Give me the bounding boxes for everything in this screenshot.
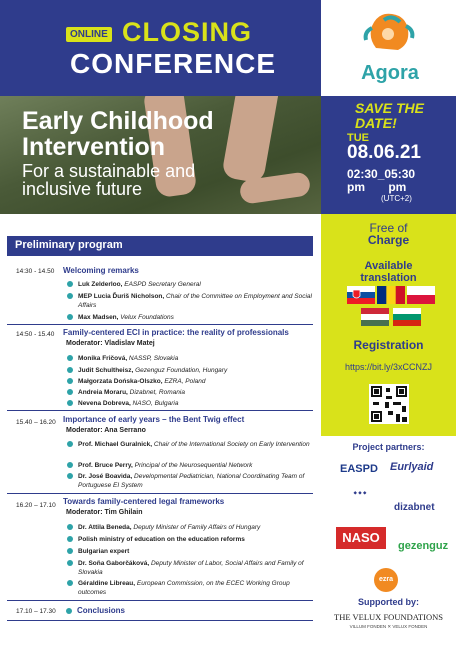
agora-logo [321, 0, 456, 96]
qr-code-icon[interactable] [369, 384, 409, 424]
program-header: Preliminary program [7, 236, 313, 256]
session-title: Towards family-centered legal frameworks [63, 497, 225, 506]
bullet-icon [66, 608, 72, 614]
bullet-icon [67, 367, 73, 373]
session-title: Conclusions [66, 606, 311, 616]
flag-bulgaria-icon [393, 308, 421, 326]
divider [7, 600, 313, 601]
hero-photo [0, 96, 321, 214]
bullet-icon [67, 293, 73, 299]
divider [7, 324, 313, 325]
list-item: Dr. Attila Beneda, Deputy Minister of Family Affairs of Hungary [67, 523, 312, 532]
flag-poland-icon [407, 286, 435, 304]
bullet-icon [67, 560, 73, 566]
session-title: Family-centered ECI in practice: the reality of professionals [63, 328, 289, 337]
partner-logo-eurlyaid: Eurlyaid [390, 461, 434, 473]
bullet-icon [67, 580, 73, 586]
session-moderator: Moderator: Tim Ghilain [66, 509, 143, 516]
list-item: Prof. Michael Guralnick, Chair of the International Society on Early Intervention [67, 440, 312, 449]
hero-subtitle: For a sustainable and inclusive future [22, 161, 196, 199]
list-item: MEP Lucia Ďuriš Nicholson, Chair of the Committee on Employment and Social Affairs [67, 292, 312, 310]
list-item: Judit Schultheisz, Gezenguz Foundation, Hungary [67, 366, 312, 375]
session-moderator: Moderator: Vladislav Matej [66, 340, 155, 347]
session-time: 14:50 - 15.40 [16, 331, 55, 338]
registration-label: Registration [353, 338, 424, 352]
flag-romania-icon [377, 286, 405, 304]
velux-foundations-logo: THE VELUX FOUNDATIONS [334, 612, 443, 622]
bullet-icon [67, 524, 73, 530]
list-item: Bulgarian expert [67, 547, 312, 556]
header-banner [0, 0, 321, 96]
bullet-icon [67, 400, 73, 406]
bullet-icon [67, 389, 73, 395]
supported-by-label: Supported by: [358, 597, 419, 607]
partner-logo-naso: NASO [336, 527, 386, 549]
session-title: Importance of early years – the Bent Twig effect [63, 415, 245, 424]
sidebar-info [321, 214, 456, 436]
session-time: 16.20 – 17.10 [16, 502, 56, 509]
bullet-icon [67, 281, 73, 287]
bullet-icon [67, 548, 73, 554]
session-moderator: Moderator: Ana Serrano [66, 427, 146, 434]
free-of-charge: Free of Charge [367, 221, 410, 247]
list-item: Luk Zelderloo, EASPD Secretary General [67, 280, 312, 289]
session-time: 17.10 – 17.30 [16, 608, 56, 615]
list-item: Dr. José Boavida, Developmental Pediatrician, National Coordinating Team of Portuguese EI System [67, 472, 312, 490]
title-conference: CONFERENCE [70, 48, 277, 79]
registration-link[interactable]: https://bit.ly/3xCCNZJ [344, 362, 433, 372]
available-translation: Available translation [360, 260, 417, 284]
list-item: Polish ministry of education on the education reforms [67, 535, 312, 544]
partner-logo-gezenguz: gezenguz [398, 540, 449, 552]
velux-foundations-sub: VILLUM FONDEN ✕ VELUX FONDEN [349, 624, 428, 629]
partner-logo-ezra: ezra [374, 568, 398, 592]
bullet-icon [67, 441, 73, 447]
save-the-date-box [321, 96, 456, 214]
event-date: 08.06.21 [347, 142, 421, 163]
weekday: TUE [347, 132, 369, 144]
timezone: (UTC+2) [381, 194, 412, 203]
session-title: Welcoming remarks [63, 266, 139, 275]
list-item: Nevena Dobreva, NASO, Bulgaria [67, 399, 312, 408]
online-badge: ONLINE [66, 27, 112, 42]
bullet-icon [67, 314, 73, 320]
bullet-icon [67, 378, 73, 384]
flag-hungary-icon [361, 308, 389, 326]
session-time: 15.40 – 16.20 [16, 419, 56, 426]
bullet-icon [67, 473, 73, 479]
session-time: 14:30 - 14.50 [16, 268, 55, 275]
divider [7, 493, 313, 494]
partner-logo-slovak-association: ◆ ◆ ◆ [353, 490, 367, 495]
list-item: Dr. Soňa Gaborčáková, Deputy Minister of Labor, Social Affairs and Family of Slovakia [67, 559, 312, 577]
list-item: Andreia Moraru, Dizabnet, Romania [67, 388, 312, 397]
flag-slovakia-icon [347, 286, 375, 304]
partners-title: Project partners: [352, 442, 425, 452]
agora-logo-text: Agora [361, 62, 419, 84]
divider [7, 620, 313, 621]
agora-head-icon [358, 8, 418, 60]
save-the-date: SAVE THE DATE! [355, 100, 424, 131]
event-time: 02:30_05:30 pm pm [347, 167, 416, 194]
divider [7, 410, 313, 411]
list-item: Małgorzata Dońska-Olszko, EZRA, Poland [67, 377, 312, 386]
list-item: Max Madsen, Velux Foundations [67, 313, 312, 322]
list-item: Monika Fričová, NASSP, Slovakia [67, 354, 312, 363]
bullet-icon [67, 536, 73, 542]
list-item: Prof. Bruce Perry, Principal of the Neurosequential Network [67, 461, 312, 470]
partner-logo-dizabnet: dizabnet [394, 502, 435, 513]
bullet-icon [67, 355, 73, 361]
bullet-icon [67, 462, 73, 468]
partner-logo-easpd: EASPD [340, 463, 378, 475]
hero-title: Early Childhood Intervention [22, 107, 214, 161]
list-item: Géraldine Libreau, European Commission, on the ECEC Working Group outcomes [67, 579, 312, 597]
title-closing: CLOSING [122, 17, 253, 47]
